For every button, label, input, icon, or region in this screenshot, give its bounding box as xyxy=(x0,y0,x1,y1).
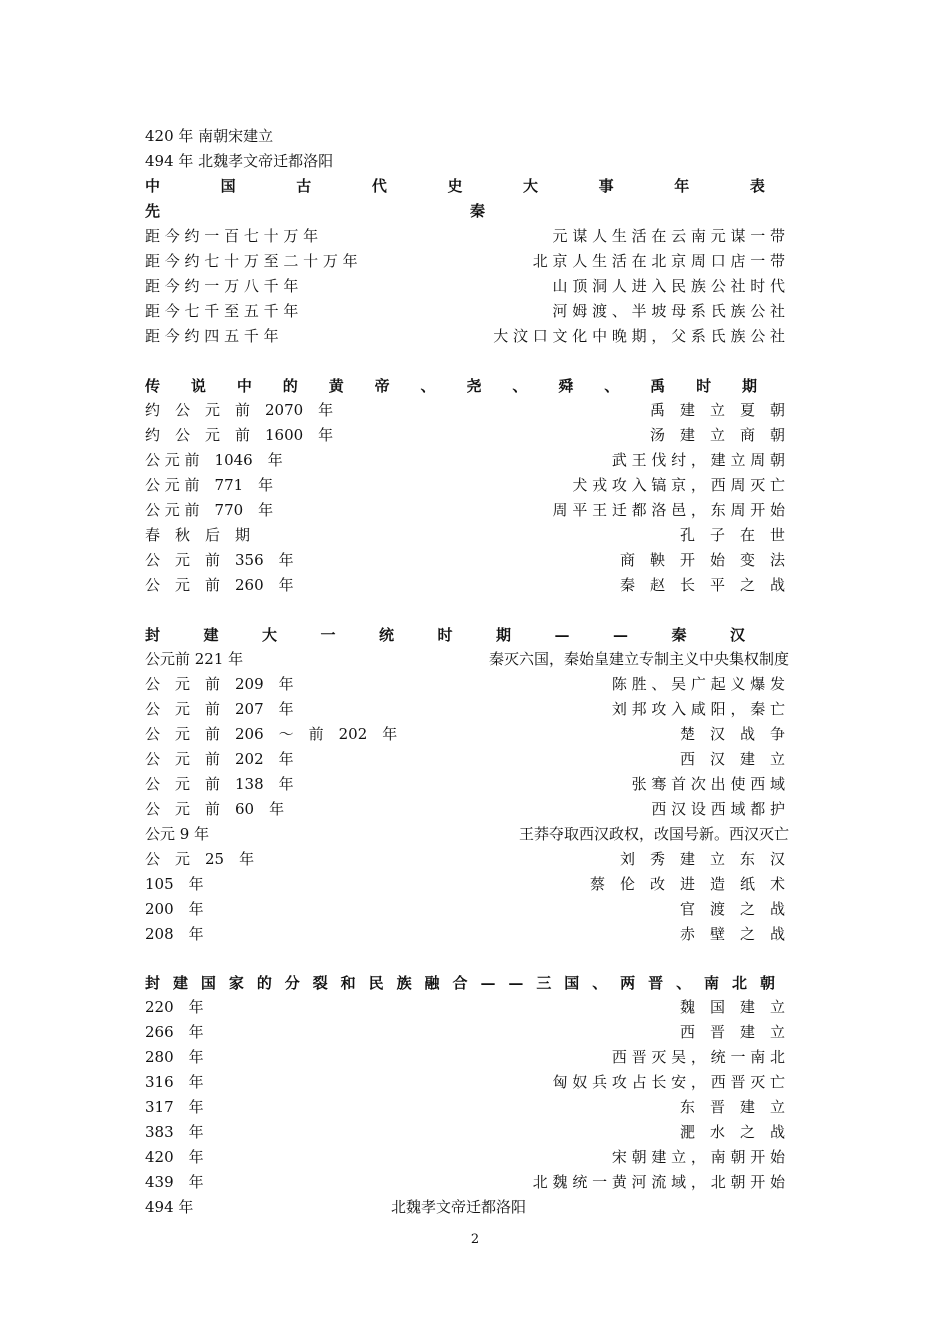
timeline-row xyxy=(145,523,785,547)
event-description: 秦 赵 长 平 之 战 xyxy=(619,576,785,594)
event-date: 383 年 xyxy=(145,1123,204,1141)
event-date: 约 公 元 前 2070 年 xyxy=(145,401,334,419)
heading-char: 黄 xyxy=(328,377,344,395)
heading-char: 中 xyxy=(236,377,252,395)
heading-char: — xyxy=(612,626,628,644)
heading-char: 国 xyxy=(220,177,236,195)
event-date: 距 今 约 四 五 千 年 xyxy=(145,327,279,345)
event-date: 266 年 xyxy=(145,1023,204,1041)
heading-char: 禹 xyxy=(650,377,666,395)
event-date: 公元前 221 年 xyxy=(145,650,244,668)
event-description: 匈 奴 兵 攻 占 长 安 ， 西 晋 灭 亡 xyxy=(552,1073,785,1091)
heading-char: 国 xyxy=(564,974,580,992)
heading-char: 融 xyxy=(424,974,440,992)
timeline-row xyxy=(145,1195,785,1219)
heading-char: — xyxy=(480,974,496,992)
heading-char: 时 xyxy=(696,377,712,395)
timeline-row xyxy=(145,697,785,721)
heading-char: 大 xyxy=(262,626,278,644)
event-description: 北 魏 统 一 黄 河 流 域 ， 北 朝 开 始 xyxy=(532,1173,785,1191)
event-description: 西 晋 建 立 xyxy=(679,1023,785,1041)
event-date: 距 今 约 七 十 万 至 二 十 万 年 xyxy=(145,252,358,270)
event-description: 大 汶 口 文 化 中 晚 期 ， 父 系 氏 族 公 社 xyxy=(493,327,785,345)
heading-char: 封 xyxy=(145,974,161,992)
heading-char: 南 xyxy=(704,974,720,992)
event-description: 犬 戎 攻 入 镐 京 ， 西 周 灭 亡 xyxy=(572,476,785,494)
heading-char: 秦 xyxy=(671,626,687,644)
timeline-row xyxy=(145,1120,785,1144)
event-description: 河 姆 渡 、 半 坡 母 系 氏 族 公 社 xyxy=(552,302,785,320)
heading-char: 民 xyxy=(368,974,384,992)
event-description: 蔡 伦 改 进 造 纸 术 xyxy=(589,875,785,893)
heading-char: 事 xyxy=(598,177,614,195)
event-date: 公 元 前 209 年 xyxy=(145,675,294,693)
event-description: 西 汉 建 立 xyxy=(679,750,785,768)
event-date: 105 年 xyxy=(145,875,204,893)
section-heading-three-kingdoms xyxy=(145,971,775,995)
timeline-row xyxy=(145,797,785,821)
intro-line xyxy=(145,149,785,173)
timeline-row xyxy=(145,448,785,472)
heading-char: 族 xyxy=(396,974,412,992)
event-date: 公元 9 年 xyxy=(145,825,210,843)
event-date: 春 秋 后 期 xyxy=(145,526,251,544)
event-date: 公 元 前 356 年 xyxy=(145,551,294,569)
event-date: 公 元 前 1046 年 xyxy=(145,451,283,469)
heading-char: 传 xyxy=(145,377,161,395)
intro-text: 494 年 北魏孝文帝迁都洛阳 xyxy=(145,152,334,170)
timeline-row xyxy=(145,847,785,871)
event-description: 元 谋 人 生 活 在 云 南 元 谋 一 带 xyxy=(552,227,785,245)
heading-char: 分 xyxy=(284,974,300,992)
timeline-row xyxy=(145,473,785,497)
heading-char: 舜 xyxy=(558,377,574,395)
event-date: 316 年 xyxy=(145,1073,204,1091)
heading-char: 北 xyxy=(731,974,747,992)
heading-char: 大 xyxy=(523,177,539,195)
timeline-row xyxy=(145,747,785,771)
timeline-row xyxy=(145,224,785,248)
event-description: 周 平 王 迁 都 洛 邑 ， 东 周 开 始 xyxy=(552,501,785,519)
event-description: 禹 建 立 夏 朝 xyxy=(649,401,785,419)
intro-text: 420 年 南朝宋建立 xyxy=(145,127,274,145)
timeline-row xyxy=(145,772,785,796)
heading-char: 先 xyxy=(145,202,161,220)
event-date: 494 年 xyxy=(145,1198,194,1216)
heading-char: 期 xyxy=(496,626,512,644)
timeline-row xyxy=(145,872,785,896)
heading-char: 封 xyxy=(145,626,161,644)
heading-char: 、 xyxy=(512,377,528,395)
heading-char: 史 xyxy=(447,177,463,195)
event-date: 317 年 xyxy=(145,1098,204,1116)
event-date: 208 年 xyxy=(145,925,204,943)
heading-char: 表 xyxy=(749,177,765,195)
event-description: 王莽夺取西汉政权，改国号新。西汉灭亡 xyxy=(518,825,789,843)
heading-char: 的 xyxy=(256,974,272,992)
event-description: 山 顶 洞 人 进 入 民 族 公 社 时 代 xyxy=(552,277,785,295)
heading-char: 两 xyxy=(620,974,636,992)
event-date: 200 年 xyxy=(145,900,204,918)
event-date: 公 元 前 260 年 xyxy=(145,576,294,594)
event-description: 刘 秀 建 立 东 汉 xyxy=(619,850,785,868)
event-description: 楚 汉 战 争 xyxy=(679,725,785,743)
heading-char: — xyxy=(508,974,524,992)
event-description: 淝 水 之 战 xyxy=(679,1123,785,1141)
timeline-row xyxy=(145,573,785,597)
timeline-row xyxy=(145,995,785,1019)
event-date: 280 年 xyxy=(145,1048,204,1066)
heading-char: 、 xyxy=(676,974,692,992)
event-description: 商 鞅 开 始 变 法 xyxy=(619,551,785,569)
event-date: 公 元 前 206 ～ 前 202 年 xyxy=(145,725,398,743)
timeline-row xyxy=(145,822,789,846)
heading-char: 裂 xyxy=(312,974,328,992)
event-description: 张 骞 首 次 出 使 西 域 xyxy=(631,775,785,793)
timeline-row xyxy=(145,398,785,422)
event-description: 刘 邦 攻 入 咸 阳 ， 秦 亡 xyxy=(611,700,785,718)
timeline-row xyxy=(145,1020,785,1044)
event-description: 北 京 人 生 活 在 北 京 周 口 店 一 带 xyxy=(532,252,785,270)
event-description: 东 晋 建 立 xyxy=(679,1098,785,1116)
timeline-row xyxy=(145,423,785,447)
timeline-row xyxy=(145,1045,785,1069)
event-description: 魏 国 建 立 xyxy=(679,998,785,1016)
heading-char: 尧 xyxy=(466,377,482,395)
event-description: 西 汉 设 西 域 都 护 xyxy=(651,800,785,818)
heading-char: 时 xyxy=(437,626,453,644)
event-date: 公 元 25 年 xyxy=(145,850,255,868)
heading-char: 、 xyxy=(604,377,620,395)
timeline-row xyxy=(145,672,785,696)
section-heading-qin-han xyxy=(145,623,745,647)
event-date: 距 今 约 一 百 七 十 万 年 xyxy=(145,227,319,245)
heading-char: 三 xyxy=(536,974,552,992)
event-date: 220 年 xyxy=(145,998,204,1016)
heading-char: 年 xyxy=(674,177,690,195)
event-description: 孔 子 在 世 xyxy=(679,526,785,544)
page-number: 2 xyxy=(470,1232,480,1247)
event-date: 439 年 xyxy=(145,1173,204,1191)
event-date: 420 年 xyxy=(145,1148,204,1166)
section-heading-legend xyxy=(145,374,757,398)
event-description: 武 王 伐 纣 ， 建 立 周 朝 xyxy=(611,451,785,469)
intro-line xyxy=(145,124,785,148)
timeline-row xyxy=(145,897,785,921)
heading-char: 国 xyxy=(200,974,216,992)
heading-char: 帝 xyxy=(374,377,390,395)
event-date: 约 公 元 前 1600 年 xyxy=(145,426,334,444)
heading-char: 、 xyxy=(420,377,436,395)
event-date: 公 元 前 60 年 xyxy=(145,800,285,818)
timeline-row xyxy=(145,722,785,746)
event-date: 距 今 七 千 至 五 千 年 xyxy=(145,302,299,320)
heading-char: 家 xyxy=(228,974,244,992)
timeline-row xyxy=(145,647,789,671)
event-date: 公 元 前 771 年 xyxy=(145,476,274,494)
event-description: 北魏孝文帝迁都洛阳 xyxy=(391,1198,527,1216)
event-description: 陈 胜 、 吴 广 起 义 爆 发 xyxy=(611,675,785,693)
timeline-row xyxy=(145,548,785,572)
heading-char: 的 xyxy=(282,377,298,395)
heading-char: 中 xyxy=(145,177,161,195)
heading-char: 汉 xyxy=(729,626,745,644)
event-date: 公 元 前 138 年 xyxy=(145,775,294,793)
main-title xyxy=(145,174,765,198)
section-heading-xianqin xyxy=(145,199,485,223)
heading-char: 统 xyxy=(379,626,395,644)
event-description: 官 渡 之 战 xyxy=(679,900,785,918)
heading-char: 古 xyxy=(296,177,312,195)
timeline-row xyxy=(145,1070,785,1094)
event-description: 秦灭六国，秦始皇建立专制主义中央集权制度 xyxy=(488,650,789,668)
heading-char: 期 xyxy=(741,377,757,395)
timeline-row xyxy=(145,1170,785,1194)
event-description: 汤 建 立 商 朝 xyxy=(649,426,785,444)
event-description: 宋 朝 建 立 ， 南 朝 开 始 xyxy=(611,1148,785,1166)
heading-char: 朝 xyxy=(759,974,775,992)
event-date: 公 元 前 770 年 xyxy=(145,501,274,519)
timeline-row xyxy=(145,1145,785,1169)
timeline-row xyxy=(145,299,785,323)
timeline-row xyxy=(145,498,785,522)
timeline-row xyxy=(145,922,785,946)
event-date: 距 今 约 一 万 八 千 年 xyxy=(145,277,299,295)
timeline-row xyxy=(145,324,785,348)
heading-char: 说 xyxy=(190,377,206,395)
timeline-row xyxy=(145,1095,785,1119)
heading-char: 、 xyxy=(592,974,608,992)
timeline-row xyxy=(145,249,785,273)
event-description: 西 晋 灭 吴 ， 统 一 南 北 xyxy=(611,1048,785,1066)
event-description: 赤 壁 之 战 xyxy=(679,925,785,943)
heading-char: 建 xyxy=(172,974,188,992)
heading-char: 晋 xyxy=(648,974,664,992)
heading-char: — xyxy=(554,626,570,644)
heading-char: 合 xyxy=(452,974,468,992)
heading-char: 秦 xyxy=(469,202,485,220)
timeline-row xyxy=(145,274,785,298)
heading-char: 代 xyxy=(371,177,387,195)
heading-char: 一 xyxy=(320,626,336,644)
heading-char: 和 xyxy=(340,974,356,992)
event-date: 公 元 前 202 年 xyxy=(145,750,294,768)
event-date: 公 元 前 207 年 xyxy=(145,700,294,718)
heading-char: 建 xyxy=(203,626,219,644)
